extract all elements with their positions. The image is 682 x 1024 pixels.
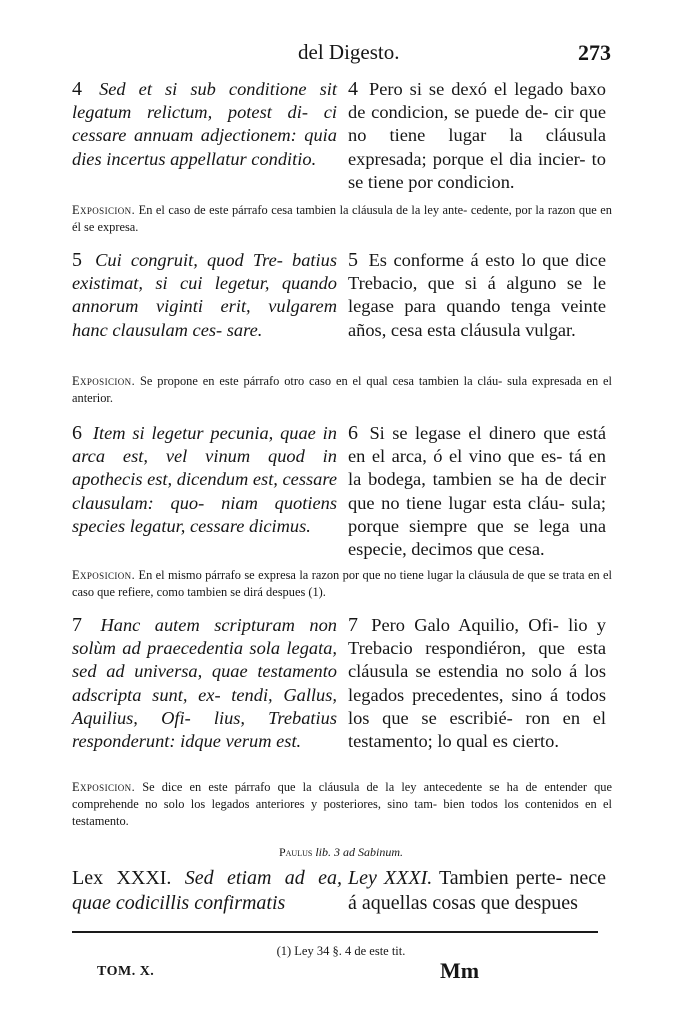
- paragraph-number: 6: [348, 422, 358, 444]
- paragraph-number: 4: [72, 78, 82, 100]
- exposicion-label: Exposicion.: [72, 203, 136, 217]
- paragraph-number: 7: [72, 614, 82, 636]
- exposicion-note: [72, 202, 612, 236]
- lex-latin-label: Lex XXXI.: [72, 867, 172, 889]
- volume-signature: TOM. X.: [97, 964, 155, 979]
- paragraph-number: 4: [348, 78, 358, 100]
- spanish-text: Pero si se dexó el legado baxo de condicion, se puede de- cir que no tiene lugar la cláusula expresada; porque el dia incier- to se tiene por condicion.: [348, 79, 606, 192]
- spanish-paragraph: [348, 78, 606, 194]
- running-title: del Digesto.: [298, 40, 400, 64]
- page-number: 273: [578, 40, 611, 65]
- paragraph-number: 6: [72, 422, 82, 444]
- latin-paragraph: [72, 78, 337, 171]
- latin-paragraph: [72, 249, 337, 342]
- lex-spanish-label: Ley XXXI.: [348, 867, 433, 889]
- exposicion-label: Exposicion.: [72, 780, 136, 794]
- exposicion-label: Exposicion.: [72, 568, 136, 582]
- lex-latin: [72, 866, 342, 916]
- latin-text: Cui congruit, quod Tre- batius existimat, si cui legetur, quando annorum viginti erit, vulgarem hanc clausulam ces- sare.: [72, 250, 337, 340]
- spanish-text: Es conforme á esto lo que dice Trebacio, que si á alguno se le legase para quando tenga veinte años, cesa esta cláusula vulgar.: [348, 250, 606, 340]
- exposicion-note: [72, 779, 612, 830]
- spanish-paragraph: [348, 614, 606, 753]
- latin-text: Item si legetur pecunia, quae in arca est, vel vinum quod in apothecis est, dicendum est, cessare clausulam: quo- niam quotiens species legatur, cessare dicimus.: [72, 423, 337, 536]
- exposicion-text: Se dice en este párrafo que la cláusula de la ley antecedente se ha de entender que comprehende no solo los legados anteriores y posteriores, sino tam- bien todos los contenidos en el testamento.: [72, 780, 612, 828]
- exposicion-note: [72, 567, 612, 601]
- source-work: lib. 3 ad Sabinum.: [315, 845, 403, 859]
- footnote-divider: [72, 931, 598, 933]
- spanish-text: Pero Galo Aquilio, Ofi- lio y Trebacio respondiéron, que esta cláusula se estendia no solo á los legados precedentes, sino á todos los que se escribié- ron en el testamento; lo qual es cierto.: [348, 615, 606, 752]
- paragraph-number: 5: [72, 249, 82, 271]
- lex-spanish-text: Tambien perte- nece á aquellas cosas que despues: [348, 867, 607, 914]
- paragraph-number: 7: [348, 614, 358, 636]
- lex-latin-text: Sed etiam ad ea, quae codicillis confirmatis: [72, 867, 342, 914]
- spanish-paragraph: [348, 422, 606, 561]
- exposicion-text: En el caso de este párrafo cesa tambien la cláusula de la ley ante- cedente, por la razon que en él se expresa.: [72, 203, 612, 234]
- signature-mark: Mm: [440, 958, 480, 983]
- source-author: Paulus: [278, 845, 313, 859]
- exposicion-text: En el mismo párrafo se expresa la razon por que no tiene lugar la cláusula de que se trata en el caso que refiere, como tambien se dirá despues (1).: [72, 568, 612, 599]
- latin-text: Sed et si sub conditione sit legatum relictum, potest di- ci cessare annuam adjectionem: quia dies incertus appellatur conditio.: [72, 79, 337, 169]
- spanish-paragraph: [348, 249, 606, 342]
- paragraph-number: 5: [348, 249, 358, 271]
- source-citation: [0, 845, 682, 860]
- spanish-text: Si se legase el dinero que está en el arca, ó el vino que es- tá en la bodega, tambien se ha de decir que no tiene lugar esta cláu- sula; porque siempre que se lega una especie, decimos que cesa.: [348, 423, 606, 560]
- exposicion-label: Exposicion.: [72, 374, 136, 388]
- footnote: (1) Ley 34 §. 4 de este tit.: [276, 944, 406, 958]
- exposicion-text: Se propone en este párrafo otro caso en el qual cesa tambien la cláu- sula expresada en el anterior.: [72, 374, 612, 405]
- lex-spanish: [348, 866, 606, 916]
- latin-paragraph: [72, 422, 337, 538]
- latin-text: Hanc autem scripturam non solùm ad praecedentia sola legata, sed ad universa, quae testamento adscripta sunt, ex- tendi, Gallus, Aquilius, Ofi- lius, Trebatius responderunt: idque verum est.: [72, 615, 337, 752]
- exposicion-note: [72, 373, 612, 407]
- page-header: [0, 40, 682, 70]
- latin-paragraph: [72, 614, 337, 753]
